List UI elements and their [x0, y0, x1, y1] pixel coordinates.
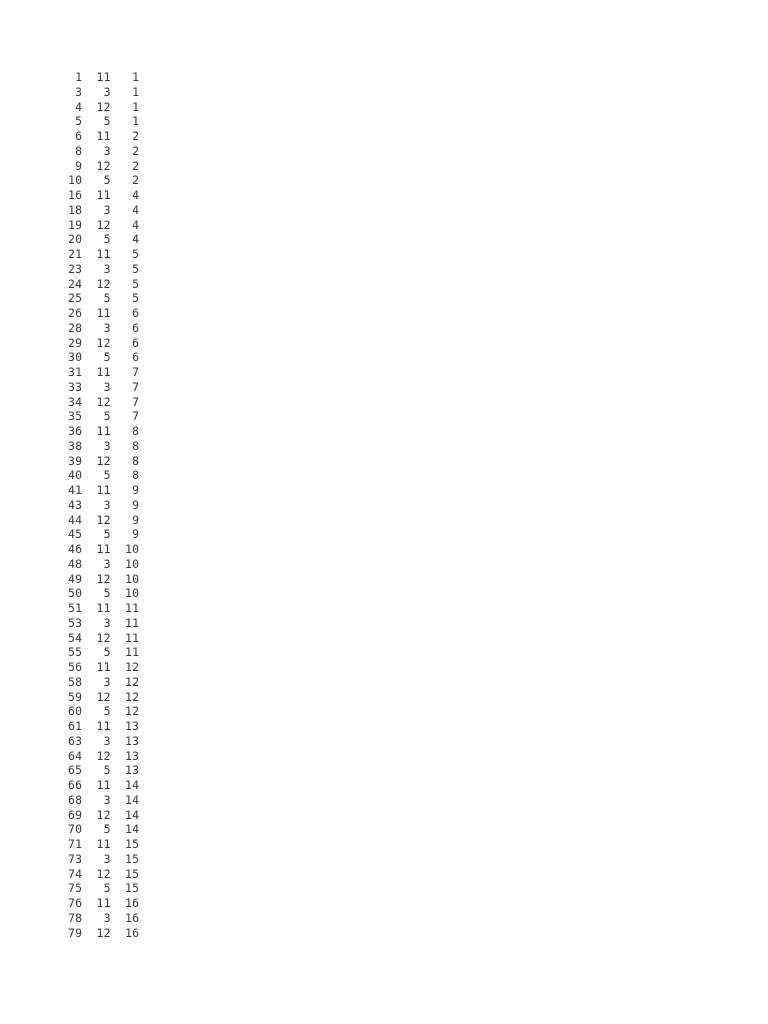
listing-row: 18 3 4: [68, 202, 140, 217]
listing-row: 53 3 11: [68, 615, 140, 630]
listing-row: 38 3 8: [68, 438, 140, 453]
listing-row: 21 11 5: [68, 247, 140, 261]
listing-row: 19 12 4: [68, 217, 140, 232]
listing-row: 74 12 15: [68, 866, 140, 881]
listing-row: 35 5 7: [68, 409, 140, 424]
listing-row: 6 11 2: [68, 129, 140, 143]
listing-row: 39 12 8: [68, 453, 140, 468]
listing-row: 54 12 11: [68, 630, 140, 645]
listing-row: 65 5 13: [68, 763, 140, 778]
listing-row: 66 11 14: [68, 778, 140, 792]
listing-row: 76 11 16: [68, 896, 140, 910]
listing-row: 51 11 11: [68, 601, 140, 615]
listing-row: 60 5 12: [68, 704, 140, 719]
listing-row: 46 11 10: [68, 542, 140, 556]
listing-row: 58 3 12: [68, 674, 140, 689]
listing-row: 59 12 12: [68, 689, 140, 704]
listing-row: 61 11 13: [68, 719, 140, 733]
listing-row: 79 12 16: [68, 925, 140, 940]
listing-row: 3 3 1: [68, 84, 140, 99]
listing-row: 31 11 7: [68, 365, 140, 379]
listing-row: 20 5 4: [68, 232, 140, 247]
listing-row: 30 5 6: [68, 350, 140, 365]
listing-row: 71 11 15: [68, 837, 140, 851]
listing-row: 9 12 2: [68, 158, 140, 173]
listing-row: 68 3 14: [68, 792, 140, 807]
listing-row: 23 3 5: [68, 261, 140, 276]
listing-row: 25 5 5: [68, 291, 140, 306]
listing-row: 28 3 6: [68, 320, 140, 335]
listing-row: 4 12 1: [68, 99, 140, 114]
listing-row: 40 5 8: [68, 468, 140, 483]
listing-row: 34 12 7: [68, 394, 140, 409]
listing-row: 44 12 9: [68, 512, 140, 527]
listing-row: 55 5 11: [68, 645, 140, 660]
listing-row: 75 5 15: [68, 881, 140, 896]
listing-row: 56 11 12: [68, 660, 140, 674]
listing-row: 50 5 10: [68, 586, 140, 601]
listing-row: 73 3 15: [68, 851, 140, 866]
listing-row: 48 3 10: [68, 556, 140, 571]
listing-row: 8 3 2: [68, 143, 140, 158]
listing-row: 36 11 8: [68, 424, 140, 438]
listing-row: 64 12 13: [68, 748, 140, 763]
listing-row: 10 5 2: [68, 173, 140, 188]
listing-row: 29 12 6: [68, 335, 140, 350]
listing-row: 26 11 6: [68, 306, 140, 320]
listing-row: 33 3 7: [68, 379, 140, 394]
listing-row: 69 12 14: [68, 807, 140, 822]
number-listing: [68, 70, 139, 940]
listing-row: 1 11 1: [68, 70, 140, 84]
listing-row: 49 12 10: [68, 571, 140, 586]
listing-row: 16 11 4: [68, 188, 140, 202]
listing-row: 41 11 9: [68, 483, 140, 497]
listing-row: 78 3 16: [68, 910, 140, 925]
listing-row: 70 5 14: [68, 822, 140, 837]
listing-row: 63 3 13: [68, 733, 140, 748]
listing-row: 45 5 9: [68, 527, 140, 542]
listing-row: 24 12 5: [68, 276, 140, 291]
listing-row: 43 3 9: [68, 497, 140, 512]
listing-row: 5 5 1: [68, 114, 140, 129]
